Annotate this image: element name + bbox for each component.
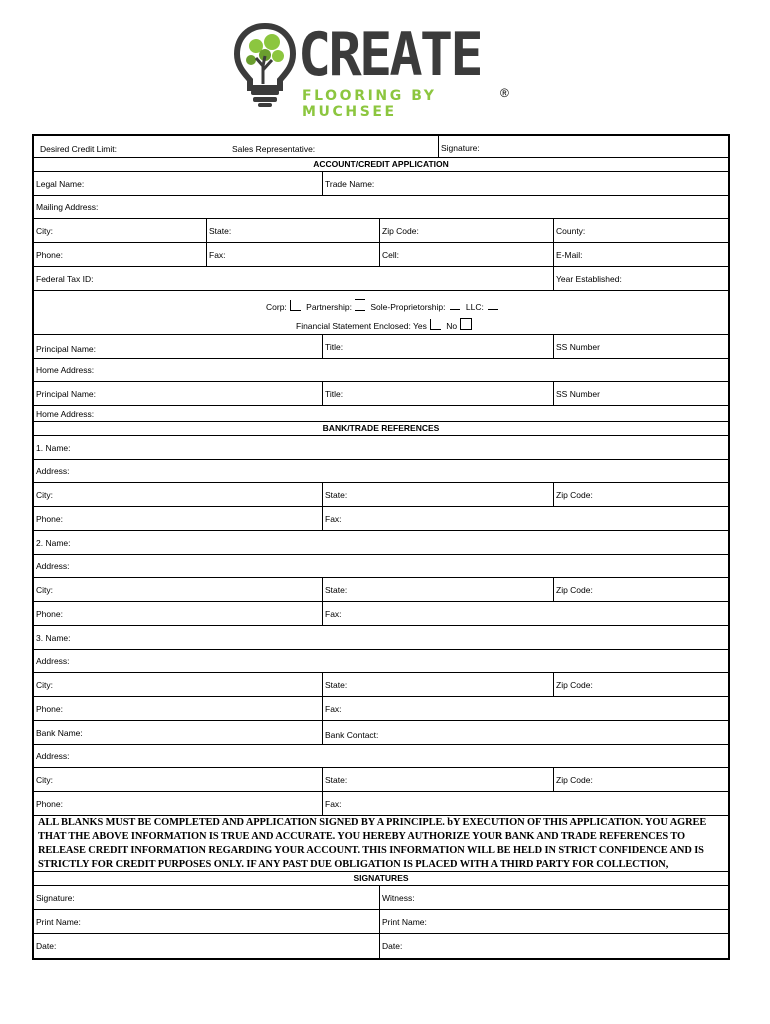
sole-proprietorship-label: Sole-Proprietorship:	[370, 302, 446, 312]
header-signature-field[interactable]	[438, 136, 728, 157]
witness-print-name-field[interactable]	[379, 910, 728, 933]
ref3-phone-row	[34, 697, 728, 721]
principal-home-address-field-2[interactable]	[34, 406, 728, 421]
ref1-city-row	[34, 483, 728, 507]
ref2-phone-field[interactable]	[34, 602, 322, 625]
corp-label: Corp:	[266, 302, 287, 312]
bank-address-row	[34, 745, 728, 768]
bank-zip-label: Zip Code:	[556, 774, 593, 785]
witness-label: Witness:	[382, 892, 415, 903]
tax-id-label: Federal Tax ID:	[36, 273, 94, 284]
financial-statement-no-checkbox[interactable]	[460, 318, 472, 330]
ref3-name-field[interactable]	[34, 626, 728, 649]
section-bank-title: BANK/TRADE REFERENCES	[322, 423, 440, 433]
ref2-address-row	[34, 555, 728, 578]
city-label: City:	[36, 225, 53, 236]
print-name-field[interactable]	[34, 910, 379, 933]
bank-address-label: Address:	[36, 751, 70, 761]
witness-date-label: Date:	[382, 941, 403, 951]
cell-field[interactable]	[379, 243, 553, 266]
year-established-label: Year Established:	[556, 273, 622, 284]
witness-date-field[interactable]	[379, 934, 728, 958]
signature-label: Signature:	[36, 892, 75, 903]
ref3-state-field[interactable]	[322, 673, 553, 696]
disclaimer-text: ALL BLANKS MUST BE COMPLETED AND APPLICATION SIGNED BY A PRINCIPLE. bY EXECUTION OF THIS APPLICATION. YOU AGREE THAT THE ABOVE INFORMATION IS TRUE AND ACCURATE. YOU HEREBY AUTHORIZE YOUR BANK AND TRADE REFERENCES TO RELEASE CREDIT INFORMATION REGARDING YOUR ACCOUNT. THIS INFORMATION WILL BE HELD IN STRICT CONFIDENCE AND IS STRICTLY FOR CREDIT PURPOSES ONLY. IF ANY PAST DUE OBLIGATION IS PLACED WITH A THIRD PARTY FOR COLLECTION,	[38, 817, 707, 870]
tax-id-row	[34, 267, 728, 291]
print-name-label: Print Name:	[36, 916, 81, 927]
bank-name-row	[34, 721, 728, 745]
financial-statement-options	[296, 318, 475, 332]
ref3-city-field[interactable]	[34, 673, 322, 696]
bank-name-field[interactable]	[34, 721, 322, 744]
ref3-name-row	[34, 626, 728, 650]
section-account-title: ACCOUNT/CREDIT APPLICATION	[313, 159, 449, 169]
bank-zip-field[interactable]	[553, 768, 728, 791]
bank-city-label: City:	[36, 774, 53, 785]
credit-application-form	[32, 134, 730, 960]
header-info-row	[34, 136, 728, 158]
financial-statement-no-label: No	[446, 321, 458, 331]
ref-phone-label: Phone:	[36, 513, 63, 524]
legal-name-field[interactable]	[34, 172, 322, 195]
ref2-city-row	[34, 578, 728, 602]
date-label: Date:	[36, 941, 57, 951]
fax-field[interactable]	[206, 243, 379, 266]
bank-city-field[interactable]	[34, 768, 322, 791]
principal-ss-label: SS Number	[556, 341, 600, 352]
bank-name-label: Bank Name:	[36, 727, 83, 738]
mailing-address-field[interactable]	[34, 196, 728, 218]
ref1-zip-field[interactable]	[553, 483, 728, 506]
ref1-address-row	[34, 460, 728, 483]
principal-name-field-2[interactable]	[34, 382, 322, 405]
ref1-fax-field[interactable]	[322, 507, 728, 530]
legal-name-row	[34, 172, 728, 196]
bank-phone-label: Phone:	[36, 798, 63, 809]
llc-blank[interactable]	[488, 309, 498, 310]
lightbulb-tree-icon	[232, 22, 298, 108]
ref1-address-field[interactable]	[34, 460, 728, 482]
ref2-name-row	[34, 531, 728, 555]
state-field[interactable]	[206, 219, 379, 242]
date-field[interactable]	[34, 934, 379, 958]
ref-zip-label: Zip Code:	[556, 679, 593, 690]
ref3-name-label: 3. Name:	[36, 632, 71, 643]
print-name-row	[34, 910, 728, 934]
corp-checkbox[interactable]	[290, 300, 301, 311]
principal-row-1	[34, 335, 728, 359]
cell-label: Cell:	[382, 249, 400, 260]
phone-label: Phone:	[36, 249, 63, 260]
legal-name-label: Legal Name:	[36, 178, 85, 189]
ref-address-label: Address:	[36, 466, 70, 476]
ref-fax-label: Fax:	[325, 513, 342, 524]
credit-limit-field[interactable]	[34, 136, 230, 157]
section-bank-header	[34, 422, 728, 436]
ref-city-label: City:	[36, 489, 53, 500]
ref2-fax-field[interactable]	[322, 602, 728, 625]
ref1-state-field[interactable]	[322, 483, 553, 506]
ref-zip-label: Zip Code:	[556, 489, 593, 500]
principal-home-address-label: Home Address:	[36, 408, 95, 419]
ref2-city-field[interactable]	[34, 578, 322, 601]
bank-phone-row	[34, 792, 728, 816]
tax-id-field[interactable]	[34, 267, 553, 290]
logo-wordmark: CREATE	[298, 20, 481, 90]
ref2-name-field[interactable]	[34, 531, 728, 554]
bank-fax-field[interactable]	[322, 792, 728, 815]
zip-field[interactable]	[379, 219, 553, 242]
county-label: County:	[556, 225, 586, 236]
logo-tagline: FLOORING BY MUCHSEE	[302, 88, 437, 120]
principal-row-2	[34, 382, 728, 406]
bank-address-field[interactable]	[34, 745, 728, 767]
ref1-phone-row	[34, 507, 728, 531]
zip-label: Zip Code:	[382, 225, 419, 236]
year-established-field[interactable]	[553, 267, 728, 290]
trade-name-field[interactable]	[322, 172, 728, 195]
bank-city-row	[34, 768, 728, 792]
state-label: State:	[209, 225, 232, 236]
ref-zip-label: Zip Code:	[556, 584, 593, 595]
ref-city-label: City:	[36, 584, 53, 595]
ref1-name-field[interactable]	[34, 436, 728, 459]
bank-state-label: State:	[325, 774, 348, 785]
llc-label: LLC:	[465, 302, 484, 312]
header-signature-label: Signature:	[441, 143, 480, 153]
ref3-address-field[interactable]	[34, 650, 728, 672]
ref-phone-label: Phone:	[36, 608, 63, 619]
signature-field[interactable]	[34, 886, 379, 909]
city-field[interactable]	[34, 219, 206, 242]
principal-ss-label: SS Number	[556, 388, 600, 399]
financial-statement-label: Financial Statement Enclosed: Yes	[296, 321, 427, 331]
ref2-address-field[interactable]	[34, 555, 728, 577]
section-signatures-header	[34, 872, 728, 886]
section-signatures-title: SIGNATURES	[353, 873, 409, 883]
principal-title-label: Title:	[325, 388, 344, 399]
ref-city-label: City:	[36, 679, 53, 690]
section-account-header	[34, 158, 728, 172]
ref3-address-row	[34, 650, 728, 673]
bank-contact-label: Bank Contact:	[325, 729, 379, 740]
sole-proprietorship-blank[interactable]	[450, 309, 460, 310]
partnership-label: Partnership:	[306, 302, 353, 312]
ref2-zip-field[interactable]	[553, 578, 728, 601]
ref-address-label: Address:	[36, 656, 70, 666]
witness-print-name-label: Print Name:	[382, 916, 427, 927]
partnership-checkbox[interactable]	[355, 299, 365, 311]
trade-name-label: Trade Name:	[325, 178, 375, 189]
sales-rep-field[interactable]	[230, 136, 440, 157]
bank-contact-field[interactable]	[322, 721, 728, 744]
ref3-city-row	[34, 673, 728, 697]
principal-ss-field-1[interactable]	[553, 335, 728, 358]
mailing-address-label: Mailing Address:	[36, 202, 99, 212]
ref-state-label: State:	[325, 489, 348, 500]
ref1-phone-field[interactable]	[34, 507, 322, 530]
ref3-phone-field[interactable]	[34, 697, 322, 720]
ref-phone-label: Phone:	[36, 703, 63, 714]
principal-title-field-1[interactable]	[322, 335, 553, 358]
ref3-zip-field[interactable]	[553, 673, 728, 696]
email-field[interactable]	[553, 243, 728, 266]
phone-row	[34, 243, 728, 267]
principal-ss-field-2[interactable]	[553, 382, 728, 405]
sales-rep-label: Sales Representative:	[232, 144, 316, 154]
fax-label: Fax:	[209, 249, 226, 260]
mailing-address-row	[34, 196, 728, 219]
principal-name-label: Principal Name:	[36, 343, 96, 354]
bank-state-field[interactable]	[322, 768, 553, 791]
business-type-row	[34, 291, 728, 335]
bank-phone-field[interactable]	[34, 792, 322, 815]
ref2-phone-row	[34, 602, 728, 626]
ref-fax-label: Fax:	[325, 608, 342, 619]
ref-state-label: State:	[325, 679, 348, 690]
principal-name-field-1[interactable]	[34, 335, 322, 358]
ref1-city-field[interactable]	[34, 483, 322, 506]
date-row	[34, 934, 728, 958]
ref-fax-label: Fax:	[325, 703, 342, 714]
bank-fax-label: Fax:	[325, 798, 342, 809]
ref-state-label: State:	[325, 584, 348, 595]
principal-home-address-field-1[interactable]	[34, 359, 728, 381]
company-logo	[232, 20, 532, 120]
phone-field[interactable]	[34, 243, 206, 266]
city-state-row	[34, 219, 728, 243]
registered-mark: ®	[500, 86, 509, 100]
principal-home-row-1	[34, 359, 728, 382]
financial-statement-yes-checkbox[interactable]	[430, 319, 441, 330]
principal-home-row-2	[34, 406, 728, 422]
credit-limit-label: Desired Credit Limit:	[40, 144, 117, 154]
ref2-state-field[interactable]	[322, 578, 553, 601]
ref1-name-row	[34, 436, 728, 460]
principal-home-address-label: Home Address:	[36, 365, 95, 375]
ref2-name-label: 2. Name:	[36, 537, 71, 548]
principal-title-label: Title:	[325, 341, 344, 352]
principal-name-label: Principal Name:	[36, 388, 96, 399]
principal-title-field-2[interactable]	[322, 382, 553, 405]
disclaimer-block	[34, 816, 728, 872]
county-field[interactable]	[553, 219, 728, 242]
ref1-name-label: 1. Name:	[36, 442, 71, 453]
email-label: E-Mail:	[556, 249, 583, 260]
ref-address-label: Address:	[36, 561, 70, 571]
witness-field[interactable]	[379, 886, 728, 909]
signature-row	[34, 886, 728, 910]
ref3-fax-field[interactable]	[322, 697, 728, 720]
business-type-options	[266, 299, 502, 313]
